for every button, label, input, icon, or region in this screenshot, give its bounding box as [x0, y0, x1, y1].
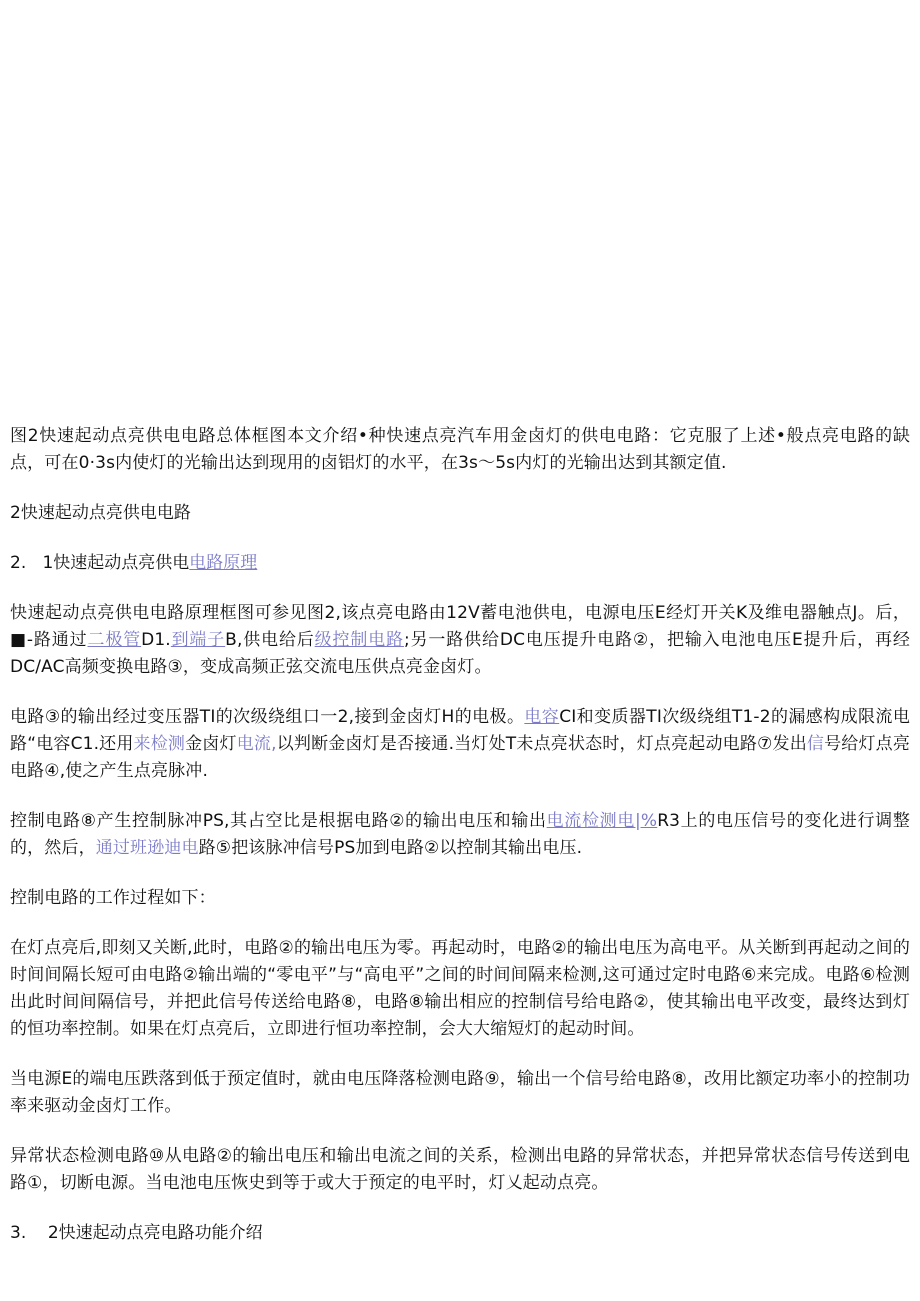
intro-paragraph	[10, 423, 910, 477]
link-capacitor[interactable]: 电容	[524, 707, 560, 727]
section-3-2-number: 3.	[10, 1223, 27, 1243]
section-2-1-number: 2.	[10, 553, 27, 573]
p2-text-1: 电路③的输出经过变压器TI的次级绕组口一2,接到金卤灯H的电极。	[10, 707, 525, 727]
p1-text-3: B,供电给后	[225, 630, 315, 650]
document-body	[10, 423, 910, 1247]
link-via-circuit[interactable]: 通过班逊迪电	[95, 838, 199, 858]
p3-text-1: 控制电路⑧产生控制脉冲PS,其占空比是根据电路②的输出电压和输出	[10, 811, 547, 831]
link-circuit-principle[interactable]: 电路原理	[189, 553, 258, 573]
paragraph-process-intro: 控制电路的工作过程如下：	[10, 888, 216, 908]
section-2-1-prefix: 1快速起动点亮供电	[42, 553, 190, 573]
link-current[interactable]: 电流,	[236, 734, 277, 754]
intro-text: 图2快速起动点亮供电电路总体框图本文介绍•种快速点亮汽车用金卤灯的供电电路：它克服了上述•般点亮电路的缺点，可在0·3s内使灯的光输出达到现用的卤铝灯的水平，在3s～5s内灯的光输出达到其额定值.	[10, 426, 910, 473]
p2-text-3: 金卤灯	[185, 734, 237, 754]
link-detect[interactable]: 来检测	[133, 734, 186, 754]
paragraph-circuit-3	[10, 704, 910, 785]
link-control-circuit[interactable]: 级控制电路	[314, 630, 404, 650]
p1-text-2: D1.	[141, 630, 171, 650]
p2-text-4: 以判断金卤灯是否接通.当灯处T未点亮状态时，灯点亮起动电路⑦发出	[276, 734, 807, 754]
section-2-heading: 2快速起动点亮供电电路	[10, 503, 191, 523]
link-current-detect[interactable]: 电流检测电|%	[546, 811, 658, 831]
p3-text-2: R3上的电压信号的变化进行调整的，然后，	[10, 811, 910, 858]
link-diode[interactable]: 二极管	[87, 630, 142, 650]
paragraph-principle	[10, 600, 910, 681]
paragraph-abnormal: 异常状态检测电路⑩从电路②的输出电压和输出电流之间的关系，检测出电路的异常状态，并把异常状态信号传送到电路①，切断电源。当电池电压恢史到等于或大于预定的电平时，灯乂起动点亮。	[10, 1146, 910, 1193]
p2-text-2: CI和变质器TI次级绕组T1-2的漏感构成限流电路“电容C1.还用	[10, 707, 910, 754]
p3-text-3: 路⑤把该脉冲信号PS加到电路②以控制其输出电压.	[198, 838, 583, 858]
section-2-1-heading	[10, 550, 910, 577]
section-3-2-heading	[10, 1220, 910, 1247]
link-signal[interactable]: 信	[806, 734, 825, 754]
section-3-2-text: 2快速起动点亮电路功能介绍	[47, 1223, 263, 1243]
link-terminal[interactable]: 到端子	[170, 630, 226, 650]
p2-text-5: 号给灯点亮电路④,使之产生点亮脉冲.	[10, 734, 911, 781]
paragraph-process: 在灯点亮后,即刻又关断,此时，电路②的输出电压为零。再起动时，电路②的输出电压为高电平。从关断到再起动之间的时间间隔长短可由电路②输出端的“零电平”与“高电平”之间的时间间隔来检测,这可通过定时电路⑥来完成。电路⑥检测出此时间间隔信号，并把此信号传送给电路⑧，电路⑧输出相应的控制信号给电路②，使其输出电平改变，最终达到灯的恒功率控制。如果在灯点亮后，立即进行恒功率控制，会大大缩短灯的起动时间。	[10, 938, 910, 1039]
p1-text-4: ;另一路供给DC电压提升电路②，把输入电池电压E提升后，再经DC/AC高频变换电路③，变成高频正弦交流电压供点亮金卤灯。	[10, 630, 911, 677]
paragraph-control-circuit	[10, 808, 910, 862]
p1-text-1: 快速起动点亮供电电路原理框图可参见图2,该点亮电路由12V蓄电池供电，电源电压E经灯开关K及维电器触点J。后，■-路通过	[10, 603, 910, 650]
paragraph-voltage-drop: 当电源E的端电压跌落到低于预定值时，就由电压降落检测电路⑨，输出一个信号给电路⑧，改用比额定功率小的控制功率来驱动金卤灯工作。	[10, 1069, 910, 1116]
